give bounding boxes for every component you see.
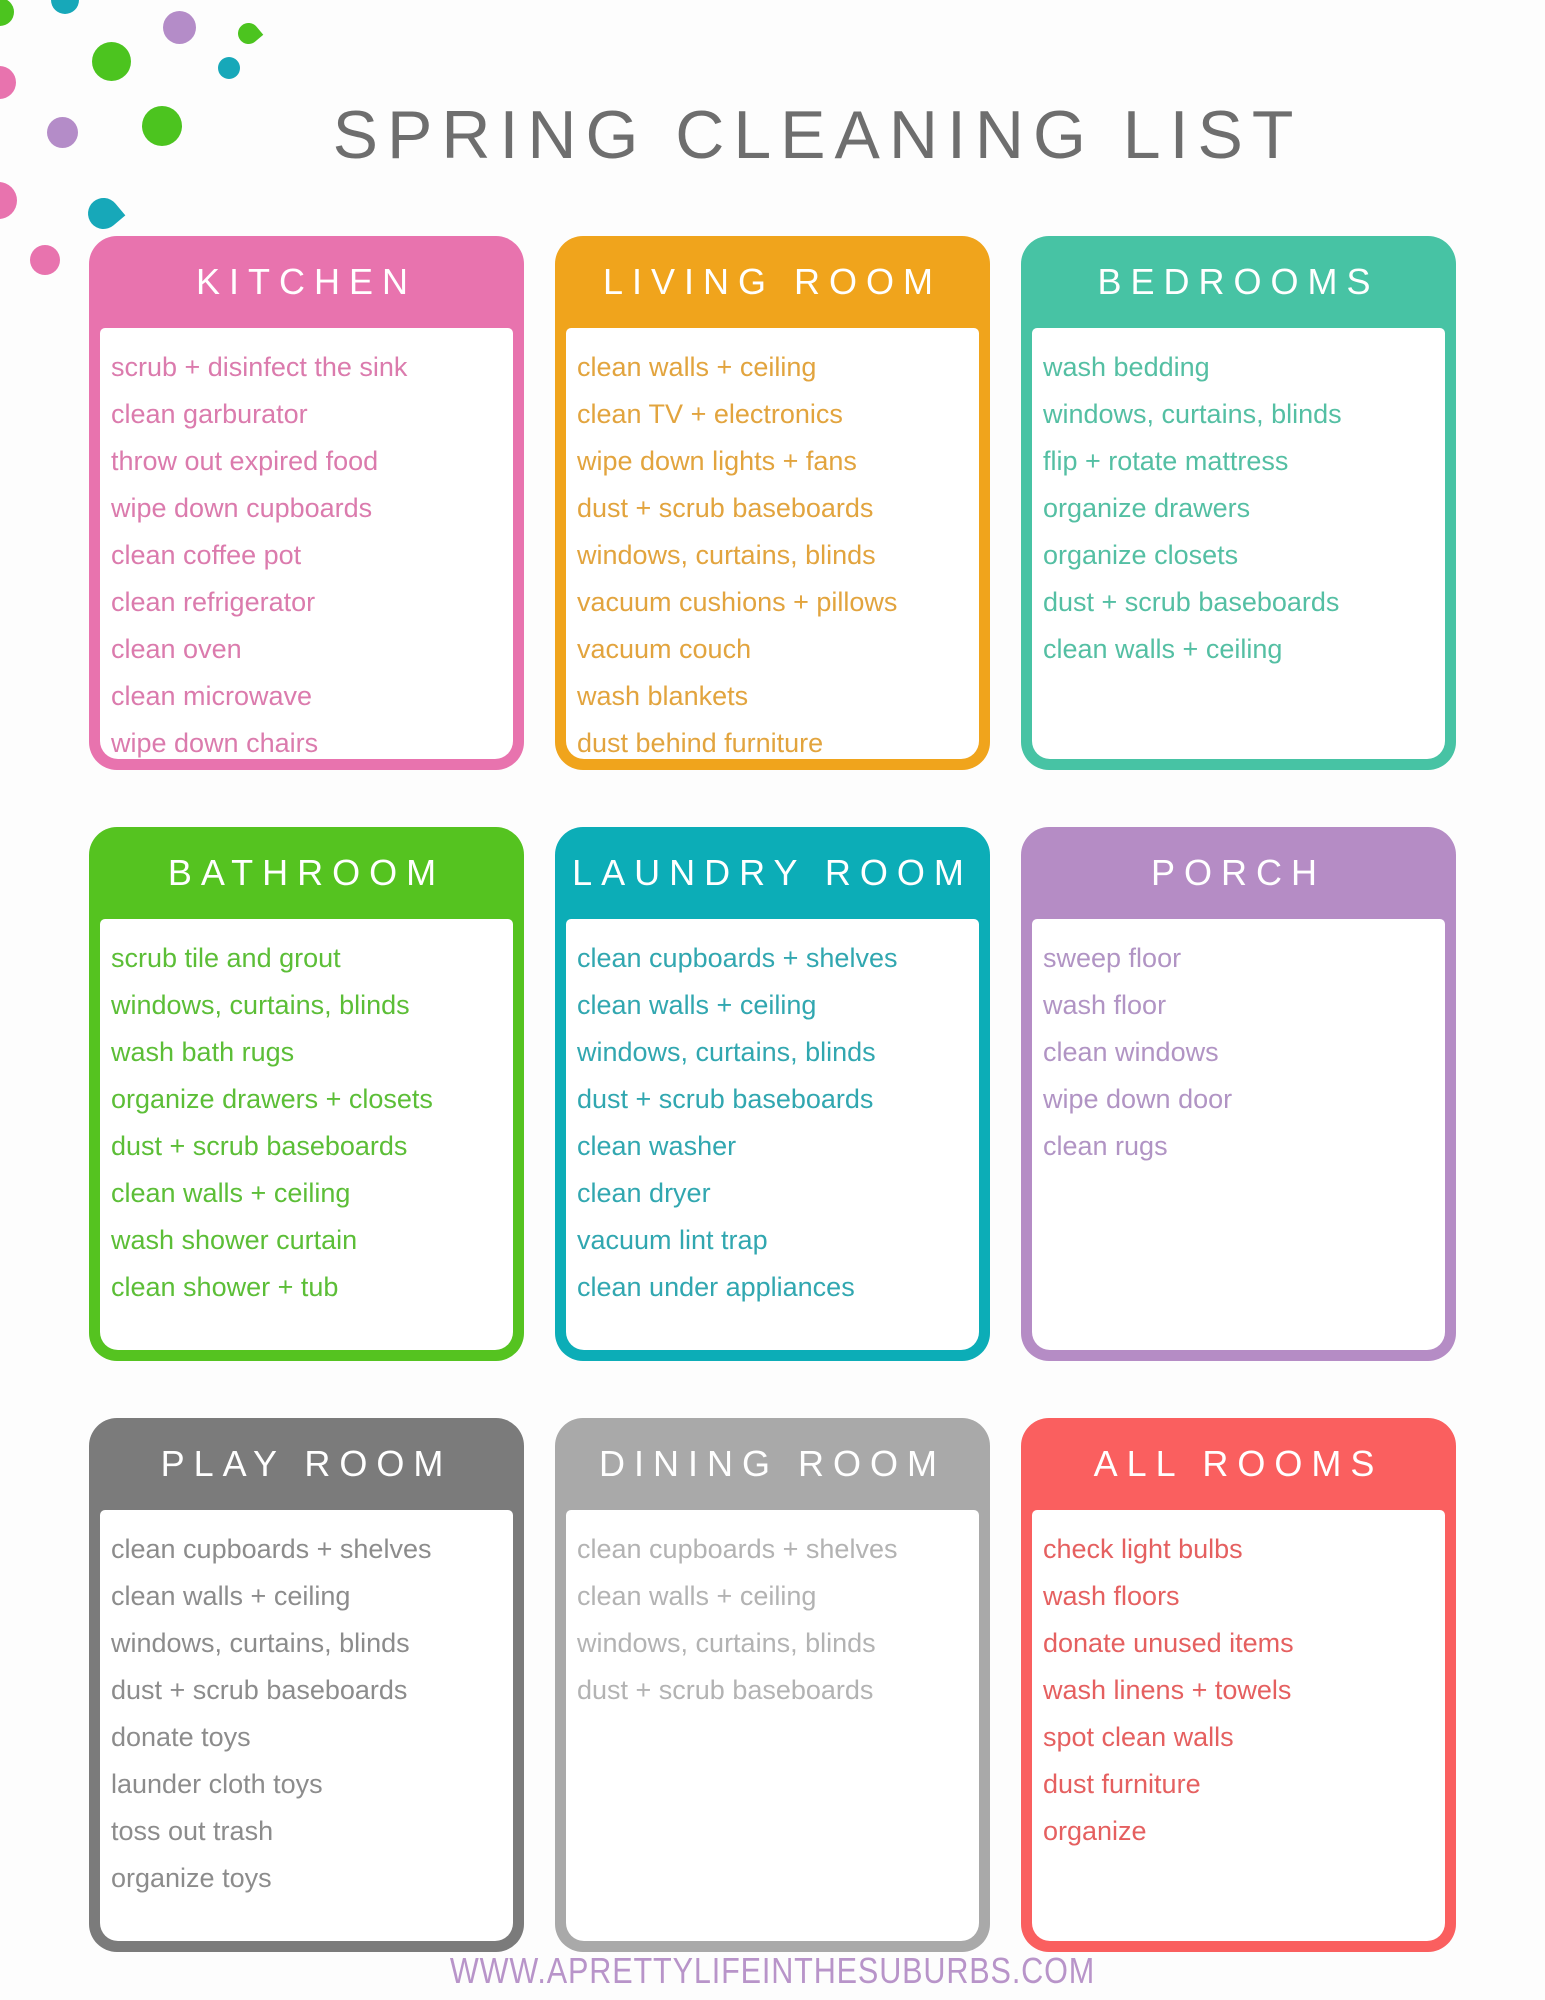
card-body	[100, 1510, 513, 1941]
list-item: clean walls + ceiling	[111, 1178, 351, 1208]
list-item: donate toys	[111, 1722, 251, 1752]
list-item: organize toys	[111, 1863, 272, 1893]
list-item: flip + rotate mattress	[1043, 446, 1289, 476]
list-item: vacuum couch	[577, 634, 752, 664]
list-item: clean walls + ceiling	[577, 352, 817, 382]
page-header	[0, 0, 1545, 236]
list-item: sweep floor	[1043, 943, 1182, 973]
list-item: dust + scrub baseboards	[577, 1084, 874, 1114]
list-item: organize drawers + closets	[111, 1084, 433, 1114]
list-item: clean washer	[577, 1131, 737, 1161]
card-body	[566, 1510, 979, 1941]
list-item: check light bulbs	[1043, 1534, 1243, 1564]
list-item: wipe down lights + fans	[577, 446, 857, 476]
cleaning-card-grid	[89, 236, 1456, 1952]
card-title: ALL ROOMS	[1093, 1443, 1384, 1484]
card-all-rooms	[1021, 1418, 1456, 1952]
list-item: clean walls + ceiling	[577, 1581, 817, 1611]
list-item: wipe down door	[1043, 1084, 1233, 1114]
list-item: scrub tile and grout	[111, 943, 341, 973]
list-item: clean windows	[1043, 1037, 1219, 1067]
list-item: clean refrigerator	[111, 587, 316, 617]
list-item: vacuum lint trap	[577, 1225, 768, 1255]
card-list	[111, 935, 503, 1311]
list-item: clean walls + ceiling	[111, 1581, 351, 1611]
list-item: clean cupboards + shelves	[111, 1534, 432, 1564]
list-item: windows, curtains, blinds	[577, 540, 876, 570]
list-item: clean coffee pot	[111, 540, 302, 570]
list-item: wash bath rugs	[111, 1037, 295, 1067]
card-list	[577, 935, 969, 1311]
list-item: dust + scrub baseboards	[111, 1131, 408, 1161]
list-item: scrub + disinfect the sink	[111, 352, 408, 382]
page-title: SPRING CLEANING LIST	[332, 97, 1303, 173]
decorative-dot	[30, 245, 60, 275]
card-list	[1043, 935, 1435, 1170]
list-item: organize	[1043, 1816, 1147, 1846]
list-item: vacuum cushions + pillows	[577, 587, 898, 617]
card-list	[577, 1526, 969, 1714]
card-list	[1043, 1526, 1435, 1855]
card-living-room	[555, 236, 990, 770]
list-item: wash linens + towels	[1043, 1675, 1292, 1705]
list-item: windows, curtains, blinds	[111, 1628, 410, 1658]
list-item: wipe down cupboards	[111, 493, 373, 523]
card-body	[566, 328, 979, 759]
list-item: wash shower curtain	[111, 1225, 358, 1255]
card-body	[100, 919, 513, 1350]
card-list	[111, 344, 503, 759]
card-porch	[1021, 827, 1456, 1361]
page-footer	[0, 1950, 1545, 1992]
card-kitchen	[89, 236, 524, 770]
list-item: clean walls + ceiling	[577, 990, 817, 1020]
card-title: PLAY ROOM	[160, 1443, 453, 1484]
card-body	[100, 328, 513, 759]
list-item: dust + scrub baseboards	[111, 1675, 408, 1705]
list-item: windows, curtains, blinds	[577, 1037, 876, 1067]
card-list	[577, 344, 969, 759]
list-item: organize drawers	[1043, 493, 1251, 523]
list-item: throw out expired food	[111, 446, 379, 476]
card-title: BEDROOMS	[1097, 261, 1380, 302]
list-item: dust furniture	[1043, 1769, 1201, 1799]
list-item: launder cloth toys	[111, 1769, 323, 1799]
list-item: windows, curtains, blinds	[111, 990, 410, 1020]
list-item: windows, curtains, blinds	[577, 1628, 876, 1658]
list-item: wipe down chairs	[111, 728, 319, 758]
card-body	[566, 919, 979, 1350]
list-item: clean cupboards + shelves	[577, 1534, 898, 1564]
list-item: clean oven	[111, 634, 242, 664]
list-item: wash bedding	[1043, 352, 1210, 382]
list-item: dust + scrub baseboards	[577, 1675, 874, 1705]
list-item: clean garburator	[111, 399, 308, 429]
card-title: LAUNDRY ROOM	[572, 852, 973, 893]
list-item: clean shower + tub	[111, 1272, 339, 1302]
card-list	[1043, 344, 1435, 673]
list-item: clean cupboards + shelves	[577, 943, 898, 973]
card-bedrooms	[1021, 236, 1456, 770]
card-title: LIVING ROOM	[602, 261, 943, 302]
footer-url: WWW.APRETTYLIFEINTHESUBURBS.COM	[449, 1950, 1096, 1991]
card-list	[111, 1526, 503, 1902]
card-laundry-room	[555, 827, 990, 1361]
card-title: BATHROOM	[167, 852, 446, 893]
list-item: clean rugs	[1043, 1131, 1168, 1161]
list-item: clean walls + ceiling	[1043, 634, 1283, 664]
list-item: organize closets	[1043, 540, 1239, 570]
card-title: DINING ROOM	[599, 1443, 946, 1484]
list-item: clean TV + electronics	[577, 399, 843, 429]
list-item: spot clean walls	[1043, 1722, 1234, 1752]
card-body	[1032, 328, 1445, 759]
list-item: dust + scrub baseboards	[577, 493, 874, 523]
card-bathroom	[89, 827, 524, 1361]
list-item: clean dryer	[577, 1178, 711, 1208]
card-play-room	[89, 1418, 524, 1952]
list-item: wash floors	[1043, 1581, 1180, 1611]
list-item: toss out trash	[111, 1816, 274, 1846]
list-item: dust behind furniture	[577, 728, 824, 758]
list-item: wash blankets	[577, 681, 749, 711]
list-item: dust + scrub baseboards	[1043, 587, 1340, 617]
card-title: KITCHEN	[195, 261, 417, 302]
card-body	[1032, 919, 1445, 1350]
card-body	[1032, 1510, 1445, 1941]
list-item: windows, curtains, blinds	[1043, 399, 1342, 429]
card-title: PORCH	[1150, 852, 1326, 893]
list-item: clean microwave	[111, 681, 313, 711]
card-dining-room	[555, 1418, 990, 1952]
list-item: clean under appliances	[577, 1272, 855, 1302]
list-item: wash floor	[1043, 990, 1167, 1020]
list-item: donate unused items	[1043, 1628, 1294, 1658]
